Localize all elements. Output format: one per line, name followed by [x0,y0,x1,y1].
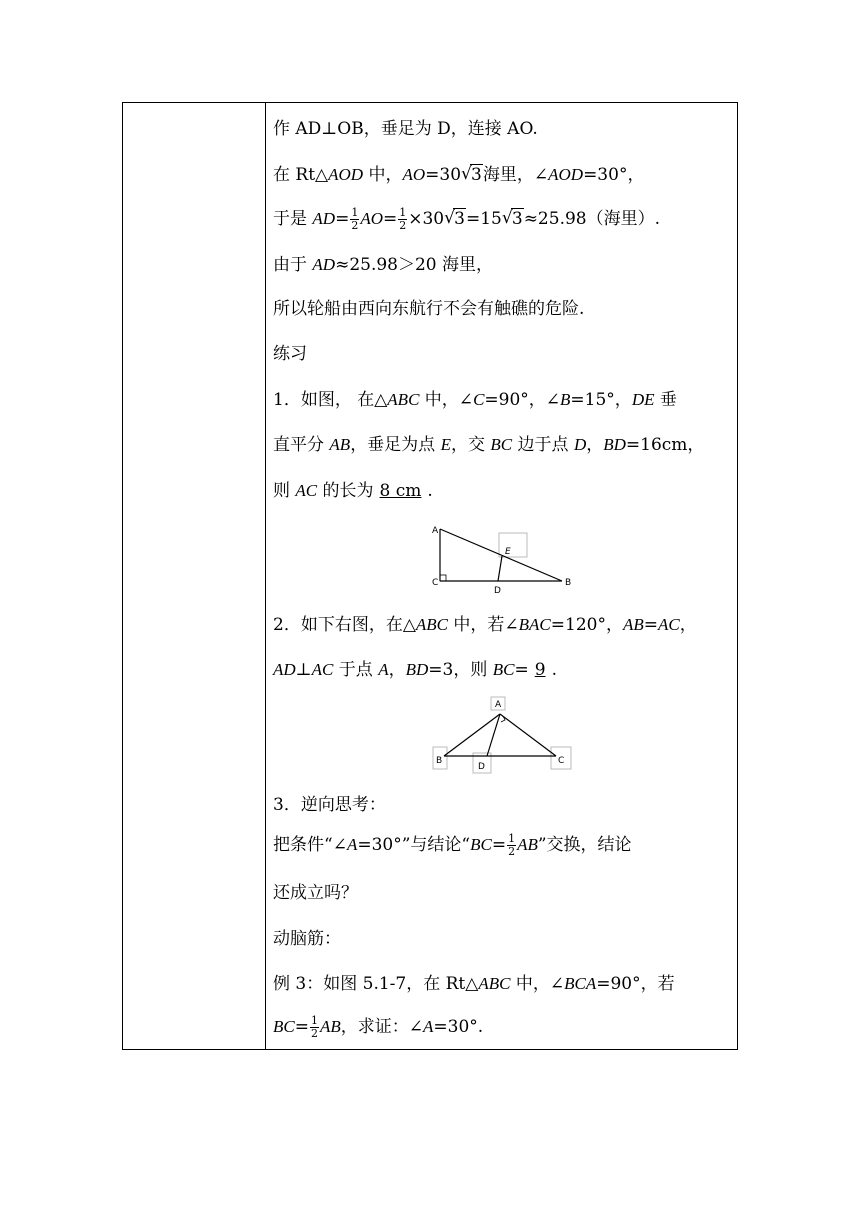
figure-2-triangle [423,695,583,777]
fraction: $\frac{1}{2}$ [310,1014,318,1040]
lesson-table [122,102,738,1050]
label-d: D [478,762,485,772]
text-line-1: 作 AD⊥OB，垂足为 D，连接 AO. [273,119,538,139]
text-line-4: 由于 AD≈25.98＞20 海里， [273,255,494,275]
sqrt-symbol: √ 3 [502,207,524,231]
segment-de [498,556,502,581]
figure-1-box [499,533,527,557]
fraction: $\frac{1}{2}$ [351,206,359,232]
column-divider [265,103,266,1049]
label-e: E [505,547,511,557]
text-line-3: 于是 AD= $\frac{1}{2}$ AO= $\frac{1}{2}$ ×30√ 3=15√ 3≈25.98（海里）. [273,207,660,232]
segment-ad [487,714,500,756]
text-line-5: 所以轮船由西向东航行不会有触礁的危险. [273,299,585,319]
fraction: $\frac{1}{2}$ [399,206,407,232]
label-c: C [432,578,439,588]
figure-1-triangle [429,523,579,595]
example-3-line-2: BC= $\frac{1}{2}$ AB，求证：∠A=30°. [273,1014,484,1040]
question-1-line-1: 1．如图， 在△ABC 中，∠C=90°，∠B=15°，DE 垂 [273,390,677,410]
question-3-heading: 3．逆向思考： [273,795,386,815]
text-line-2: 在 Rt△AOD 中，AO=30√ 3海里，∠AOD=30°， [273,163,644,187]
section-heading-think: 动脑筋： [273,929,341,949]
question-3-line-2: 还成立吗？ [273,883,358,903]
label-a: A [432,526,439,536]
label-b: B [436,756,443,766]
question-1-line-2: 直平分 AB，垂足为点 E，交 BC 边于点 D，BD=16cm， [273,435,705,455]
question-2-line-1: 2．如下右图，在△ABC 中，若∠BAC=120°，AB=AC， [273,615,697,635]
figure-1-svg [429,523,579,595]
label-d: D [494,586,501,595]
question-3-line-1: 把条件“∠A=30°”与结论“BC= $\frac{1}{2}$ AB”交换，结论 [273,832,632,858]
label-a: A [495,700,502,710]
figure-2-svg [423,695,583,777]
label-c: C [558,756,565,766]
right-angle-c [440,575,446,581]
label-b: B [565,578,572,588]
answer-1: 8 cm [379,481,422,501]
answer-2: 9 [534,660,546,680]
question-2-line-2: AD⊥AC 于点 A，BD=3，则 BC= 9 . [273,660,557,680]
side-ab [444,714,500,756]
sqrt-symbol: √ 3 [461,163,483,187]
side-ab [440,529,562,581]
side-ac [500,714,556,756]
fraction: $\frac{1}{2}$ [508,832,516,858]
example-3-line-1: 例 3：如图 5.1-7，在 Rt△ABC 中，∠BCA=90°，若 [273,974,675,994]
section-heading-practice: 练习 [273,344,307,364]
question-1-line-3: 则 AC 的长为 8 cm . [273,481,433,501]
sqrt-symbol: √ 3 [444,207,466,231]
